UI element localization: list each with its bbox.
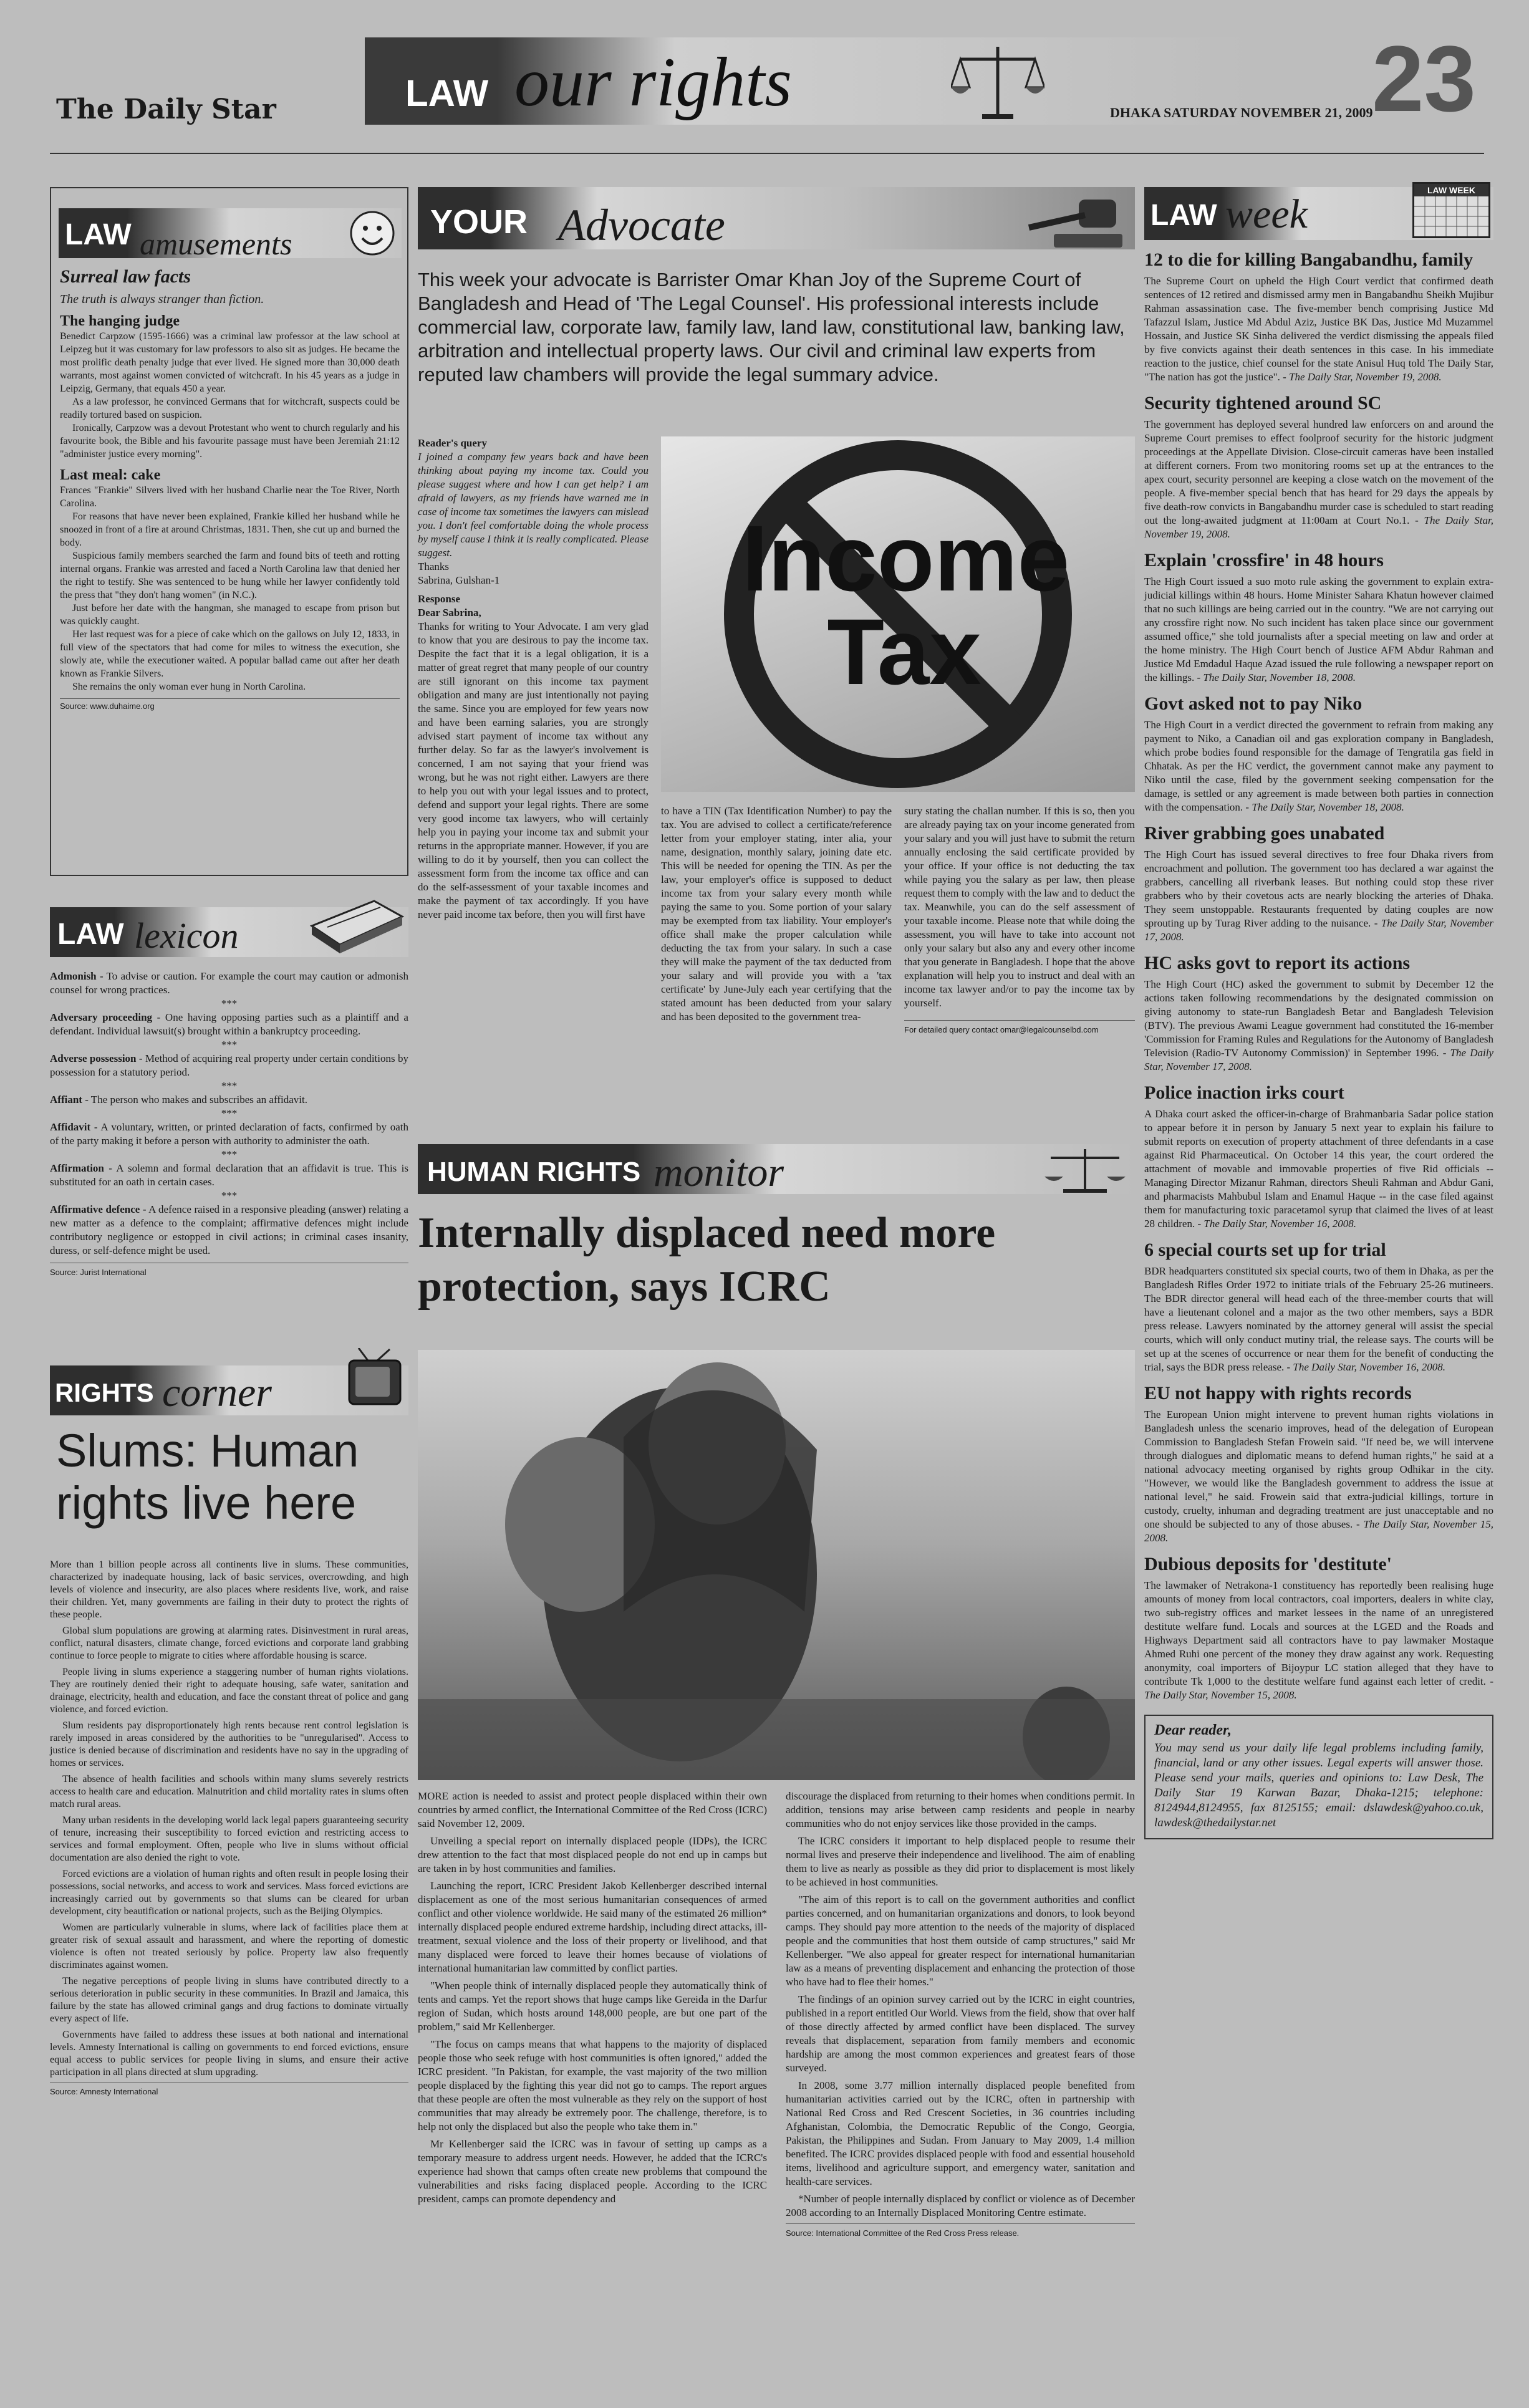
query-label: Reader's query — [418, 437, 487, 449]
response-text: sury stating the challan number. If this is so, then you are already paying tax on your income generated from your salary and you will just have to submit the return annually enclosing the said certificate provided by your office. If your office is not deducting the tax while paying you the salary as per law, then please request them to comply with the law and to deduct the tax. Meanwhile, you can do the self assessment of your taxable income. Please note that while doing the assessment, you will have to take into account not only your salary but also any and every other income that you generate in Bangladesh. I hope that the above explanation will help you to instruct and deal with an income tax lawyer and/or to pay the income tax by yourself. — [904, 805, 1135, 1009]
advocate-footnote: For detailed query contact omar@legalcounselbd.com — [904, 1020, 1135, 1037]
source-line: Source: Jurist International — [50, 1263, 408, 1279]
lexicon-banner — [50, 907, 408, 957]
lexicon-definition: - A defence raised in a responsive pleading (answer) relating a new matter as a defence to the complaint; affirmative defences might include contributory negligence or estopped in civil actions; in criminal cases insanity, duress, or self-defence might be used. — [50, 1203, 408, 1256]
article-paragraph: As a law professor, he convinced Germans that for witchcraft, suspects could be readily tortured based on suspicion. — [60, 397, 400, 420]
lawweek-item — [1144, 1383, 1493, 1545]
lexicon-term: Affidavit — [50, 1121, 91, 1133]
lawweek-item-body: The High Court has issued several directives to free four Dhaka rivers from encroachment and pollution. The government too has declared a war against the grabbers, cancelling all riverbank leases. But nothing could stop these river grabbers who by their covetous acts are nearly blocking the arteries of Dhaka. They seem unstoppable. Restaurants frequented by dating couples are now sprouting up by Turag River adding to the nuisance. — [1144, 849, 1493, 929]
article-paragraph: For reasons that have never been explained, Frankie killed her husband while he snoozed in front of a fire at around Christmas, 1831. Then, she cut up and burned the body. — [60, 511, 400, 548]
rights-paragraph: More than 1 billion people across all continents live in slums. These communities, characterized by inadequate housing, lack of basic services, overcrowding, and high levels of violence and insecurity, are also places where residents live, work, and raise their children. Yet, many governments are failing in their duty to protect the rights of these people. — [50, 1559, 408, 1620]
rights-paragraph: Many urban residents in the developing world lack legal papers guaranteeing security of tenure, increasing their susceptibility to forced eviction and restricting access to services and formal employment. Often, people who live in slums without official documentation are also denied the right to vote. — [50, 1815, 408, 1863]
lawweek-item-title: 6 special courts set up for trial — [1144, 1240, 1386, 1260]
query-text: I joined a company few years back and have been thinking about paying my income tax. Could you please suggest where and how I can get help? I am afraid of lawyers, as my friends have warned me in case of income tax sometimes the lawyers can mislead you. I don't feel comfortable doing the whole process by myself cause I think it is really complicated. Please suggest. — [418, 451, 649, 559]
article-paragraph: Ironically, Carpzow was a devout Protestant who went to church regularly and his favourite book, the Bible and his favourite passage must have been Jeremiah 21:12 "administer justice every morning". — [60, 423, 400, 460]
lexicon-term: Affirmation — [50, 1162, 104, 1174]
rights-paragraph: The absence of health facilities and schools within many slums severely restricts access to health care and education. Malnutrition and child mortality rates in slums often match rural areas. — [50, 1774, 408, 1809]
advocate-banner — [418, 187, 1135, 249]
article-title: Last meal: cake — [60, 467, 161, 483]
lexicon-term: Admonish — [50, 970, 97, 982]
section-prefix: LAW — [405, 72, 489, 114]
source-line: Source: www.duhaime.org — [60, 698, 400, 711]
query-sign: Sabrina, Gulshan-1 — [418, 574, 500, 586]
lawweek-item-body: The Supreme Court on upheld the High Court verdict that confirmed death sentences of 12 retired and dismissed army men in Bangabandhu Sheikh Mujibur Rahman assassination case. The five-member bench comprising Justice Md Tafazzul Islam, Justice Md Abdul Aziz, Justice BK Das, Justice Md Muzammel Hossain, and Justice SK Sinha delivered the verdict dismissing the appeals filed by five convicts against their death sentences in this case. In his immediate reaction to the justice, chief counsel for the state Anisul Huq told The Daily Star, "The nation has got the justice". — [1144, 275, 1493, 383]
monitor-paragraph: MORE action is needed to assist and protect people displaced within their own countries by armed conflict, the International Committee of the Red Cross (ICRC) said November 12, 2009. — [418, 1790, 767, 1829]
rights-paragraph: Slum residents pay disproportionately high rents because rent control legislation is rarely imposed in areas considered by the authorities to be "unregularised". Access to justice is denied because of discrimination and residents have no say in the upgrading of homes or services. — [50, 1720, 408, 1768]
lawweek-item-credit: - The Daily Star, November 17, 2008. — [1144, 1047, 1493, 1072]
rights-banner-title: corner — [162, 1370, 272, 1415]
lexicon-entries — [50, 970, 408, 1279]
lexicon-term: Affirmative defence — [50, 1203, 140, 1215]
lexicon-banner-title: lexicon — [134, 915, 239, 956]
rights-paragraph: The negative perceptions of people living in slums have contributed directly to a serious deterioration in public security in these communities. In Brazil and Jamaica, this failure by the state has allowed criminal gangs and drug factions to dominate virtually every aspect of life. — [50, 1976, 408, 2024]
lawweek-item-title: Security tightened around SC — [1144, 393, 1382, 413]
reader-box-text: You may send us your daily life legal problems including family, financial, land or any other issues. Legal experts will answer those. Please send your mails, queries and opinions to: Law Desk, The Daily Star 19 Karwan Bazar, Dhaka-1215; telephone: 8124944,8124955, fax 8125155; email: dslawdesk@yahoo.co.uk, lawdesk@thedailystar.net — [1154, 1741, 1483, 1829]
lawweek-item-title: Govt asked not to pay Niko — [1144, 693, 1363, 714]
gavel-icon — [1016, 184, 1129, 253]
rights-paragraph: Global slum populations are growing at alarming rates. Disinvestment in rural areas, conflict, natural disasters, climate change, forced evictions and corporate land grabbing continue to force people to migrate to cities where affordable housing is scarce. — [50, 1625, 408, 1661]
lawweek-items — [1144, 249, 1493, 1839]
advocate-col3 — [904, 804, 1135, 1037]
lexicon-definition: - A voluntary, written, or printed declaration of facts, confirmed by oath of the party making it before a person with authority to administer the oath. — [50, 1121, 408, 1147]
advocate-banner-title: Advocate — [558, 200, 725, 250]
lexicon-separator: *** — [221, 1080, 238, 1092]
amusements-heading: Surreal law facts — [60, 266, 191, 287]
lawweek-banner-title: week — [1225, 191, 1308, 237]
smiley-icon — [349, 209, 396, 257]
lawweek-item — [1144, 393, 1493, 541]
article-paragraph: She remains the only woman ever hung in North Carolina. — [72, 681, 306, 692]
query-sign: Thanks — [418, 561, 450, 572]
monitor-banner — [418, 1144, 1135, 1194]
lexicon-separator: *** — [221, 1190, 238, 1202]
lawweek-item-credit: - The Daily Star, November 15, 2008. — [1144, 1518, 1493, 1544]
monitor-paragraph: Mr Kellenberger said the ICRC was in favour of setting up camps as a temporary measure to address urgent needs. However, he added that the ICRC's experience had shown that camps often create new problems that compound the vulnerabilities and risks facing displaced people. According to the ICRC president, camps can promote dependency and — [418, 2138, 767, 2205]
advocate-intro: This week your advocate is Barrister Omar Khan Joy of the Supreme Court of Bangladesh and Head of 'The Legal Counsel'. His professional interests include commercial law, corporate law, family law, land law, constitutional law, banking law, arbitration and intellectual property laws. Our civil and criminal law experts from reputed law chambers will provide the legal summary advice. — [418, 269, 1125, 385]
lexicon-term: Adversary proceeding — [50, 1011, 153, 1023]
rights-banner — [50, 1365, 408, 1415]
lexicon-entry — [50, 1052, 408, 1079]
monitor-paragraph: Launching the report, ICRC President Jakob Kellenberger described internal displacement as one of the most serious humanitarian consequences of armed conflict and other violence worldwide. He said many of the estimated 26 million* internally displaced people endured extreme hardship, including direct attacks, ill-treatment, sexual violence and the loss of their property or livelihood, and that many displaced were forced to leave their homes because of violations of international humanitarian law committed by conflict parties. — [418, 1880, 767, 1974]
lawweek-item-credit: - The Daily Star, November 18, 2008. — [1194, 672, 1356, 683]
monitor-paragraph: In 2008, some 3.77 million internally displaced people benefited from humanitarian activities carried out by the ICRC, often in partnership with National Red Cross and Red Crescent Societies, in 36 countries including Afghanistan, Colombia, the Democratic Republic of the Congo, Georgia, Pakistan, the Philippines and Sudan. From January to May 2009, 1.4 million benefited. The ICRC provides displaced people with food and essential household items, livelihood and agriculture support, and emergency water, sanitation and health-care services. — [786, 2079, 1135, 2187]
monitor-paragraph: "When people think of internally displaced people they automatically think of tents and camps. Yet the report shows that huge camps like Gereida in the Darfur region of Sudan, which hosts around 148,000 people, are but one part of the problem," said Mr Kellenberger. — [418, 1980, 767, 2033]
source-line: Source: Amnesty International — [50, 2083, 408, 2098]
rights-paragraph: People living in slums experience a staggering number of human rights violations. They are routinely denied their right to adequate housing, safe water, sanitation and drainage, electricity, health and education, and face the constant threat of police and gang violence, and forced eviction. — [50, 1667, 408, 1715]
scales-icon — [951, 41, 1044, 122]
rights-corner — [50, 1353, 408, 2363]
monitor-paragraph: discourage the displaced from returning to their homes when conditions permit. In addition, tensions may arise between camp residents and people in nearby communities who do not enjoy services like those provided in the camps. — [786, 1790, 1135, 1829]
monitor-paragraph: "The focus on camps means that what happens to the majority of displaced people those who seek refuge with host communities is often ignored," added the ICRC president. "In Pakistan, for example, the vast majority of the two million people displaced by the fighting this year did not go to camps. The report argues that these people are often the most vulnerable as they rely on the support of host communities that may already be extremely poor. The challenge, therefore, is to help not only the displaced but also the people who take them in." — [418, 2038, 767, 2132]
lawweek-item — [1144, 550, 1493, 685]
amusements-banner-title: amusements — [140, 226, 292, 261]
lawweek-item-body: The High Court (HC) asked the government to submit by December 12 the actions taken following recommendations by the designated commission on giving autonomy to state-run Bangladesh Betar and Bangladesh Television (BTV). The previous Awami League government had constituted the 16-member 'Commission for Framing Rules and Regulations for the Autonomy of Bangladesh Television (Radio-TV Autonomy Commission)' in September 1996. — [1144, 978, 1493, 1059]
lexicon-term: Affiant — [50, 1094, 82, 1105]
lawweek-item-title: HC asks govt to report its actions — [1144, 953, 1411, 973]
income-tax-image — [661, 436, 1135, 792]
lexicon-banner-prefix: LAW — [57, 918, 124, 951]
lexicon-entry — [50, 1093, 408, 1107]
monitor-paragraph: The ICRC considers it important to help displaced people to resume their normal lives and preserve their independence and livelihood. The aim of enabling them to live as nearly as possible as they did prior to displacement is most likely to be achieved in host communities. — [786, 1835, 1135, 1888]
lexicon-entry — [50, 1120, 408, 1148]
lexicon-separator: *** — [221, 1107, 238, 1119]
rights-banner-prefix: RIGHTS — [55, 1378, 154, 1407]
amusements-content — [60, 266, 400, 711]
lexicon-separator: *** — [221, 1039, 238, 1051]
lawweek-item-credit: - The Daily Star, November 15, 2008. — [1144, 1675, 1493, 1701]
lawweek-item-credit: - The Daily Star, November 16, 2008. — [1195, 1218, 1356, 1230]
lawweek-item — [1144, 249, 1493, 384]
scales-icon — [1041, 1144, 1129, 1194]
lawweek-item — [1144, 693, 1493, 814]
reader-box — [1144, 1715, 1493, 1839]
rights-body — [50, 1559, 408, 2098]
lexicon-box — [50, 895, 408, 1350]
books-icon — [306, 889, 405, 954]
lawweek-item-body: The European Union might intervene to prevent human rights violations in Bangladesh unless the scenario improves, head of the delegation of European Commission to Bangladesh Stefan Frowein said. "If need be, we will intervene through dialogues and diplomatic means to defend human rights," he said at a national advocacy meeting organised by rights group Odhikar in the city. "However, we would like the Bangladesh government to address the issue at national level," he said. Frowein said that extra-judicial killings, torture in custody, cruelty, inhuman and degrading treatment are just unacceptable and no one should be subjected to any of those abuses. — [1144, 1409, 1493, 1530]
lawweek-banner — [1144, 187, 1493, 240]
lexicon-entry — [50, 1203, 408, 1258]
lexicon-separator: *** — [221, 998, 238, 1009]
monitor-section — [418, 1144, 1135, 2360]
lexicon-definition: - To advise or caution. For example the court may caution or admonish counsel for wrong practices. — [50, 970, 408, 996]
article-paragraph: Benedict Carpzow (1595-1666) was a criminal law professor at the law school at Leipzeg but it was customary for law professors to also sit as judges. He became the most prolific death penalty judge that ever lived. He signed more than 30,000 death warrants, most against women convicted of witchcraft. In his 45 years as a judge in Leipzig, Germany, that equals 450 a year. — [60, 331, 400, 394]
lexicon-definition: - Method of acquiring real property under certain conditions by possession for a statutory period. — [50, 1052, 408, 1078]
lexicon-entry — [50, 1011, 408, 1038]
dateline: DHAKA SATURDAY NOVEMBER 21, 2009 — [1110, 105, 1373, 120]
lawweek-item-title: Explain 'crossfire' in 48 hours — [1144, 550, 1384, 571]
article-title: The hanging judge — [60, 313, 180, 329]
lawweek-item — [1144, 1082, 1493, 1231]
lexicon-definition: - One having opposing parties such as a plaintiff and a defendant. Individual lawsuit(s) brought within a bankruptcy proceeding. — [50, 1011, 408, 1037]
lexicon-entry — [50, 970, 408, 997]
lawweek-item — [1144, 1240, 1493, 1374]
lawweek-item-body: The lawmaker of Netrakona-1 constituency has reportedly been realising huge amounts of money from local contractors, coal importers, dealers in white clay, two sub-registry offices and market lessees in the name of an unregistered destitute welfare fund. Locals and sources at the LGED and the Roads and Highways Department said all contractors have to pay lawmaker Mostaque Ahmed Ruhi one percent of the money they draw against any work. Requesting anonymity, coal importers of Bijoypur LC station alleged that they have to contribute Tk 1,000 to the destitute welfare fund against each letter of credit. — [1144, 1579, 1493, 1687]
masthead-rule — [50, 153, 1484, 154]
income-tax-text: Income Tax — [742, 506, 1070, 704]
advocate-section — [418, 181, 1135, 1129]
lawweek-item-credit: - The Daily Star, November 19, 2008. — [1280, 371, 1442, 383]
page-number: 23 — [1372, 26, 1476, 131]
article-paragraph: Just before her date with the hangman, she managed to escape from prison but was quickly caught. — [60, 603, 400, 627]
lexicon-definition: - A solemn and formal declaration that an affidavit is true. This is substituted for an oath in certain cases. — [50, 1162, 408, 1188]
rights-headline: Slums: Human rights live here — [56, 1425, 359, 1529]
lexicon-term: Adverse possession — [50, 1052, 137, 1064]
amusements-box — [50, 187, 408, 876]
lawweek-item — [1144, 953, 1493, 1074]
lawweek-item-credit: - The Daily Star, November 16, 2008. — [1284, 1361, 1446, 1373]
calendar-label: LAW WEEK — [1414, 184, 1488, 196]
lexicon-definition: - The person who makes and subscribes an affidavit. — [82, 1094, 307, 1105]
reader-box-title: Dear reader, — [1154, 1722, 1232, 1738]
lawweek-item-title: 12 to die for killing Bangabandhu, family — [1144, 249, 1474, 270]
lawweek-item — [1144, 1554, 1493, 1702]
lawweek-item-title: River grabbing goes unabated — [1144, 823, 1385, 844]
lawweek-item — [1144, 823, 1493, 944]
lawweek-item-body: The High Court issued a suo moto rule asking the government to explain extra-judicial killings within 48 hours. Home Minister Sahara Khatun however claimed that no such killings are being carried out in the country. "We are not carrying out any crossfire right now. No such incident has taken place since our government assumed office," she told journalists after a special meeting on law and order at the home ministry. The High Court bench of Justice AFM Abdur Rahman and Justice Md Emdadul Haque Azad issued the rule following a newspaper report on the killings. — [1144, 576, 1493, 683]
monitor-paragraph: Unveiling a special report on internally displaced people (IDPs), the ICRC drew attention to the fact that most displaced people do not end up in camps but are taken in by host communities and families. — [418, 1835, 767, 1874]
advocate-banner-prefix: YOUR — [430, 203, 528, 241]
rights-paragraph: Forced evictions are a violation of human rights and often result in people losing their possessions, social networks, and access to work and services. Mass forced evictions are increasingly carried out by governments so that slums can be cleared for urban development, city beautification or national projects, such as the Beijing Olympics. — [50, 1869, 408, 1917]
advocate-col2 — [661, 804, 892, 1024]
lawweek-item-credit: - The Daily Star, November 17, 2008. — [1144, 917, 1493, 943]
paper-name: The Daily Star — [56, 94, 276, 125]
monitor-paragraph: "The aim of this report is to call on the government authorities and conflict parties concerned, and on humanitarian organizations and donors, to look beyond camps. They should pay more attention to the needs of the majority of displaced people and the communities that host them outside of camp structures," said Mr Kellenberger. "We also appeal for greater respect for international humanitarian law as a means of preventing displacement and enhancing the protection of those who have had to flee their homes." — [786, 1894, 1135, 1988]
lexicon-separator: *** — [221, 1149, 238, 1160]
advocate-col1 — [418, 436, 649, 922]
lawweek-item-body: The High Court in a verdict directed the government to refrain from making any payment to Niko, a Canadian oil and gas exploration company in Bangladesh, which probe bodies found responsible for the damage of Tengratila gas field in Chhatak. As per the HC verdict, the government cannot make any payment to Niko until the case, filed by the government seeking compensation for the damage, is settled or any agreement is made between both parties in connection with the compensation. — [1144, 719, 1493, 813]
monitor-paragraph: *Number of people internally displaced by conflict or violence as of December 2008 according to an Internally Displaced Monitoring Centre estimate. — [786, 2193, 1135, 2218]
response-label: Response — [418, 593, 461, 605]
monitor-col2 — [786, 1789, 1135, 2240]
television-icon — [343, 1348, 405, 1413]
lawweek-item-title: EU not happy with rights records — [1144, 1383, 1412, 1404]
lexicon-entry — [50, 1162, 408, 1189]
lawweek-item-title: Dubious deposits for 'destitute' — [1144, 1554, 1392, 1574]
lawweek-section — [1144, 181, 1493, 2344]
monitor-banner-title: monitor — [654, 1150, 784, 1195]
article-paragraph: Her last request was for a piece of cake which on the gallows on July 12, 1833, in full view of the spectators that had come for miles to witness the execution, she slowly ate, while the executioner waited. A popular ballad came out after her death known as Frankie Silvers. — [60, 629, 400, 679]
response-text: Thanks for writing to Your Advocate. I am very glad to know that you are desirous to pay the income tax. Despite the fact that it is a legal obligation, it is a matter of great regret that many people of our country are still ignorant on this income tax payment obligation and many are just intentionally not paying the same. Since you are employed for few years now and have been earning salaries, you are strongly advised start payment of income tax without any further delay. So far as the lawyer's involvement is concerned, I am not saying that your friend was wrong, but he was not right either. Lawyers are there to help you out with your legal issues and to protect, defend and support your legal rights. There are some very good income tax lawyers, who will certainly help you in paying your income tax and submit your returns in the appropriate manner. However, if you are willing to do it by yourself, then you can collect the assessment form from the income tax office and can do the self-assessment of your taxable incomes and make the payment of tax accordingly. If you have never paid income tax before, then you will first have — [418, 620, 649, 920]
displaced-people-photo — [418, 1350, 1135, 1780]
monitor-headline: Internally displaced need more protection, says ICRC — [418, 1209, 996, 1311]
response-text: to have a TIN (Tax Identification Number) to pay the tax. You are advised to collect a certificate/reference letter from your employer stating, inter alia, your name, designation, monthly salary, joining date etc. This will be needed for opening the TIN. As per the law, your employer's office is supposed to deduct income tax from your salary every month while paying the same to you. Some portion of your salary may be exempted from tax liability. Your employer's office shall make the proper calculation while deducting the tax from your salary. In such a case they will make the payment of the tax deducted from your salary and will provide you with a 'tax certificate' by June-July each year certifying that the stated amount has been deducted from your salary and has been deposited to the government trea- — [661, 805, 892, 1023]
lawweek-item-body: The government has deployed several hundred law enforcers on and around the Supreme Court premises to effect foolproof security for the historic judgment proceedings at the Appellate Division. Close-circuit cameras have been installed at different corners. From two monitoring rooms set up at the entrances to the apex court, security personnel are keeping a close watch on the movement of the people. A five-member special bench that has heard for 29 days the appeals by five death-row convicts in Bangabandhu murder case is scheduled to start reading out the long-awaited judgment at 11:00am at Court No.1. — [1144, 418, 1493, 526]
monitor-col1 — [418, 1789, 767, 2210]
masthead — [0, 0, 1529, 147]
lawweek-banner-prefix: LAW — [1150, 199, 1217, 232]
monitor-banner-prefix: HUMAN RIGHTS — [427, 1157, 641, 1187]
lawweek-item-body: A Dhaka court asked the officer-in-charge of Brahmanbaria Sadar police station to appear before it in person by January 5 next year to explain his failure to submit reports on execution of property attachment of three defendants in a case against Rid Pharmaceutical. On October 14 this year, the court ordered the attachment of movable and immovable properties of five Rid officials -- Managing Director Mizanur Rahman, directors Sheuli Rahman and Abdur Gani, and pharmacists Mahbubul Islam and Enamul Haque -- in the case filed against them for manufacturing toxic paracetamol syrup that claimed the lives of at least 28 children. — [1144, 1108, 1493, 1230]
amusements-tagline: The truth is always stranger than fiction. — [60, 292, 264, 306]
lawweek-item-credit: - The Daily Star, November 18, 2008. — [1243, 801, 1404, 813]
article-paragraph: Suspicious family members searched the farm and found bits of teeth and rotting internal organs. Frankie was arrested and faced a North Carolina law that denied her the right to testify. She was sentenced to be hung while her lawyer confidently told the press that "they don't hang women" (in N.C.). — [60, 551, 400, 600]
lawweek-item-credit: - The Daily Star, November 19, 2008. — [1144, 514, 1493, 540]
source-line: Source: International Committee of the Red Cross Press release. — [786, 2223, 1135, 2240]
lawweek-item-title: Police inaction irks court — [1144, 1082, 1344, 1103]
lawweek-item-body: BDR headquarters constituted six special courts, two of them in Dhaka, as per the Bangladesh Rifles Order 1972 to initiate trials of the February 25-26 mutineers. The BDR director general will head each of the three-member courts that will have a lieutenant colonel and a major as the two other members, says a BDR press release. Lawyers nominated by the attorney general will assist the special courts, which will only conduct mutiny trial, the release says. The courts will be set up at the scenes of occurrence or near them for the benefit of conducting the trial, says the BDR press release. — [1144, 1265, 1493, 1373]
rights-paragraph: Governments have failed to address these issues at both national and international levels. Amnesty International is calling on governments to end forced evictions, ensure equal access to public services for people living in slums, and ensure their active participation in all plans directed at slum upgrading. — [50, 2030, 408, 2078]
amusements-banner — [59, 208, 402, 261]
salutation: Dear Sabrina, — [418, 607, 481, 619]
rights-paragraph: Women are particularly vulnerable in slums, where lack of facilities place them at greater risk of sexual assault and harassment, and where the reporting of domestic violence is often not treated seriously by police. Property law also frequently discriminates against women. — [50, 1922, 408, 1970]
amusements-banner-prefix: LAW — [65, 218, 132, 251]
monitor-paragraph: The findings of an opinion survey carried out by the ICRC in eight countries, published in a report entitled Our World. Views from the field, show that over half of those directly affected by armed conflict have been displaced. The survey reveals that displacement, separation from family members and economic hardship are among the most common experiences and greatest fears of those surveyed. — [786, 1993, 1135, 2074]
calendar-icon — [1412, 182, 1490, 238]
section-title: our rights — [514, 44, 792, 121]
article-paragraph: Frances "Frankie" Silvers lived with her husband Charlie near the Toe River, North Carolina. — [60, 485, 400, 509]
